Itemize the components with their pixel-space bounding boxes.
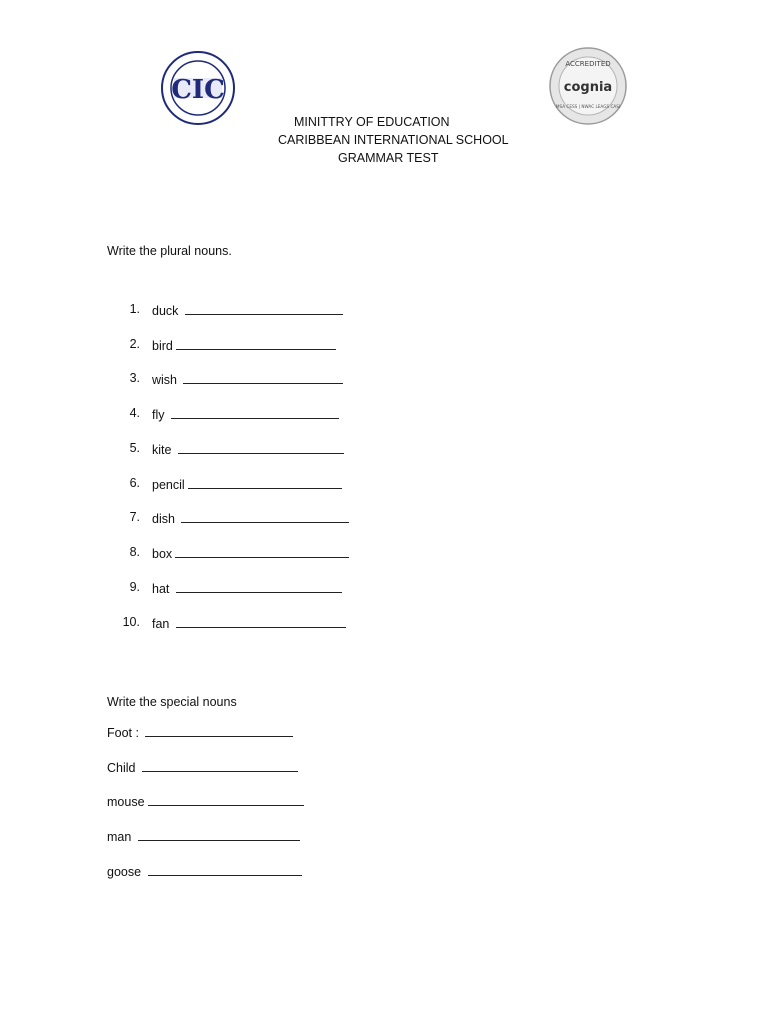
item-word: pencil (152, 478, 185, 492)
school-name: CARIBBEAN INTERNATIONAL SCHOOL (278, 133, 509, 147)
answer-blank[interactable] (148, 793, 304, 806)
item-word: wish (152, 373, 181, 387)
item-word: fan (152, 617, 173, 631)
answer-blank[interactable] (176, 337, 336, 350)
list-item (107, 863, 302, 879)
item-word: fly (152, 408, 168, 422)
answer-blank[interactable] (178, 441, 344, 454)
item-word: goose (107, 865, 145, 879)
answer-blank[interactable] (175, 545, 349, 558)
item-word: bird (152, 339, 173, 353)
seal-accredited-text: ACCREDITED (565, 60, 611, 68)
answer-blank[interactable] (181, 510, 349, 523)
cic-logo-text: CIC (171, 75, 225, 105)
item-number: 8. (129, 545, 140, 559)
answer-blank[interactable] (188, 476, 342, 489)
item-number: 10. (122, 615, 140, 629)
item-number: 9. (129, 580, 140, 594)
item-number: 3. (129, 371, 140, 385)
cognia-accredited-seal (548, 46, 628, 126)
seal-bottom-text: MSA CESS | NWAC LEAGS CASI (555, 104, 621, 109)
cic-logo (160, 50, 236, 126)
item-number: 4. (129, 406, 140, 420)
item-number: 1. (129, 302, 140, 316)
answer-blank[interactable] (145, 724, 293, 737)
list-item (107, 793, 304, 809)
item-word: mouse (107, 795, 145, 809)
answer-blank[interactable] (176, 580, 342, 593)
list-item (107, 828, 300, 844)
ministry-title: MINITTRY OF EDUCATION (294, 115, 450, 129)
answer-blank[interactable] (183, 371, 343, 384)
answer-blank[interactable] (138, 828, 300, 841)
item-number: 5. (129, 441, 140, 455)
item-word: box (152, 547, 173, 561)
item-word: hat (152, 582, 173, 596)
answer-blank[interactable] (176, 615, 346, 628)
item-number: 6. (129, 476, 140, 490)
test-title: GRAMMAR TEST (338, 151, 439, 165)
item-word: man (107, 830, 135, 844)
item-word: dish (152, 512, 179, 526)
answer-blank[interactable] (142, 759, 298, 772)
cognia-brand-text: cognia (563, 80, 613, 95)
answer-blank[interactable] (171, 406, 339, 419)
item-number: 2. (129, 337, 140, 351)
item-word: Foot : (107, 726, 143, 740)
list-item (107, 724, 293, 740)
item-word: duck (152, 304, 182, 318)
plural-nouns-instructions: Write the plural nouns. (107, 244, 232, 258)
answer-blank[interactable] (185, 302, 343, 315)
special-nouns-instructions: Write the special nouns (107, 695, 237, 709)
item-number: 7. (129, 510, 140, 524)
answer-blank[interactable] (148, 863, 302, 876)
list-item (107, 759, 298, 775)
item-word: Child (107, 761, 139, 775)
item-word: kite (152, 443, 175, 457)
